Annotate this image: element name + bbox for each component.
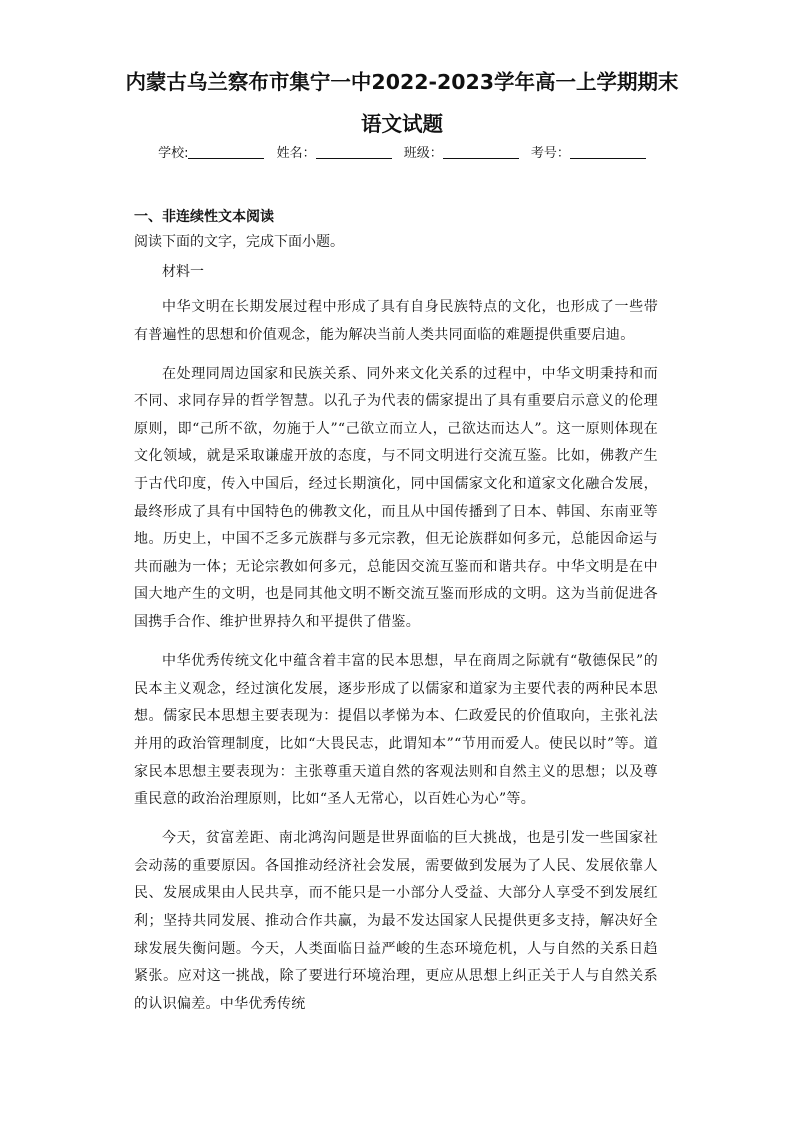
paragraph-2: 在处理同周边国家和民族关系、同外来文化关系的过程中，中华文明秉持和而不同、求同存异的哲学智慧。以孔子为代表的儒家提出了具有重要启示意义的伦理原则，即“己所不欲，勿施于人”“己欲立而立人，己欲达而达人”。这一原则体现在文化领域，就是采取谦虚开放的态度，与不同文明进行交流互鉴。比如，佛教产生于古代印度，传入中国后，经过长期演化，同中国儒家文化和道家文化融合发展，最终形成了具有中国特色的佛教文化，而且从中国传播到了日本、韩国、东南亚等地。历史上，中国不乏多元族群与多元宗教，但无论族群如何多元，总能因命运与共而融为一体；无论宗教如何多元，总能因交流互鉴而和谐共存。中华文明是在中国大地产生的文明，也是同其他文明不断交流互鉴而形成的文明。这为当前促进各国携手合作、维护世界持久和平提供了借鉴。 — [134, 365, 658, 631]
class-field — [404, 144, 519, 164]
name-blank — [316, 144, 392, 159]
paragraph-3: 中华优秀传统文化中蕴含着丰富的民本思想，早在商周之际就有“敬德保民”的民本主义观念，经过演化发展，逐步形成了以儒家和道家为主要代表的两种民本思想。儒家民本思想主要表现为：提倡以孝悌为本、仁政爱民的价值取向，主张礼法并用的政治管理制度，比如“大畏民志，此谓知本”“节用而爱人。使民以时”等。道家民本思想主要表现为：主张尊重天道自然的客观法则和自然主义的思想；以及尊重民意的政治治理原则，比如“圣人无常心，以百姓心为心”等。 — [134, 653, 658, 808]
school-field — [158, 144, 264, 164]
section-heading: 一、非连续性文本阅读 — [134, 209, 274, 225]
reading-instruction: 阅读下面的文字，完成下面小题。 — [134, 234, 344, 250]
school-label: 学校: — [158, 146, 189, 161]
page-subtitle: 语文试题 — [361, 112, 443, 136]
exam-number-label: 考号： — [530, 146, 570, 161]
student-info-line — [110, 144, 694, 164]
paragraph-4: 今天，贫富差距、南北鸿沟问题是世界面临的巨大挑战，也是引发一些国家社会动荡的重要原因。各国推动经济社会发展，需要做到发展为了人民、发展依靠人民、发展成果由人民共享，而不能只是一小部分人受益、大部分人享受不到发展红利；坚持共同发展、推动合作共赢，为最不发达国家人民提供更多支持，解决好全球发展失衡问题。今天，人类面临日益严峻的生态环境危机，人与自然的关系日趋紧张。应对这一挑战，除了要进行环境治理，更应从思想上纠正关于人与自然关系的认识偏差。中华优秀传统 — [134, 830, 658, 1012]
exam-number-field — [531, 144, 646, 164]
school-blank — [188, 144, 264, 159]
name-label: 姓名： — [276, 146, 316, 161]
material-label: 材料一 — [162, 264, 204, 280]
class-label: 班级： — [403, 146, 443, 161]
name-field — [277, 144, 392, 164]
page-title: 内蒙古乌兰察布市集宁一中2022-2023学年高一上学期期末 — [125, 70, 679, 94]
class-blank — [443, 144, 519, 159]
reading-passage — [134, 294, 658, 1030]
exam-number-blank — [570, 144, 646, 159]
paragraph-1: 中华文明在长期发展过程中形成了具有自身民族特点的文化，也形成了一些带有普遍性的思想和价值观念，能为解决当前人类共同面临的难题提供重要启迪。 — [134, 299, 658, 343]
